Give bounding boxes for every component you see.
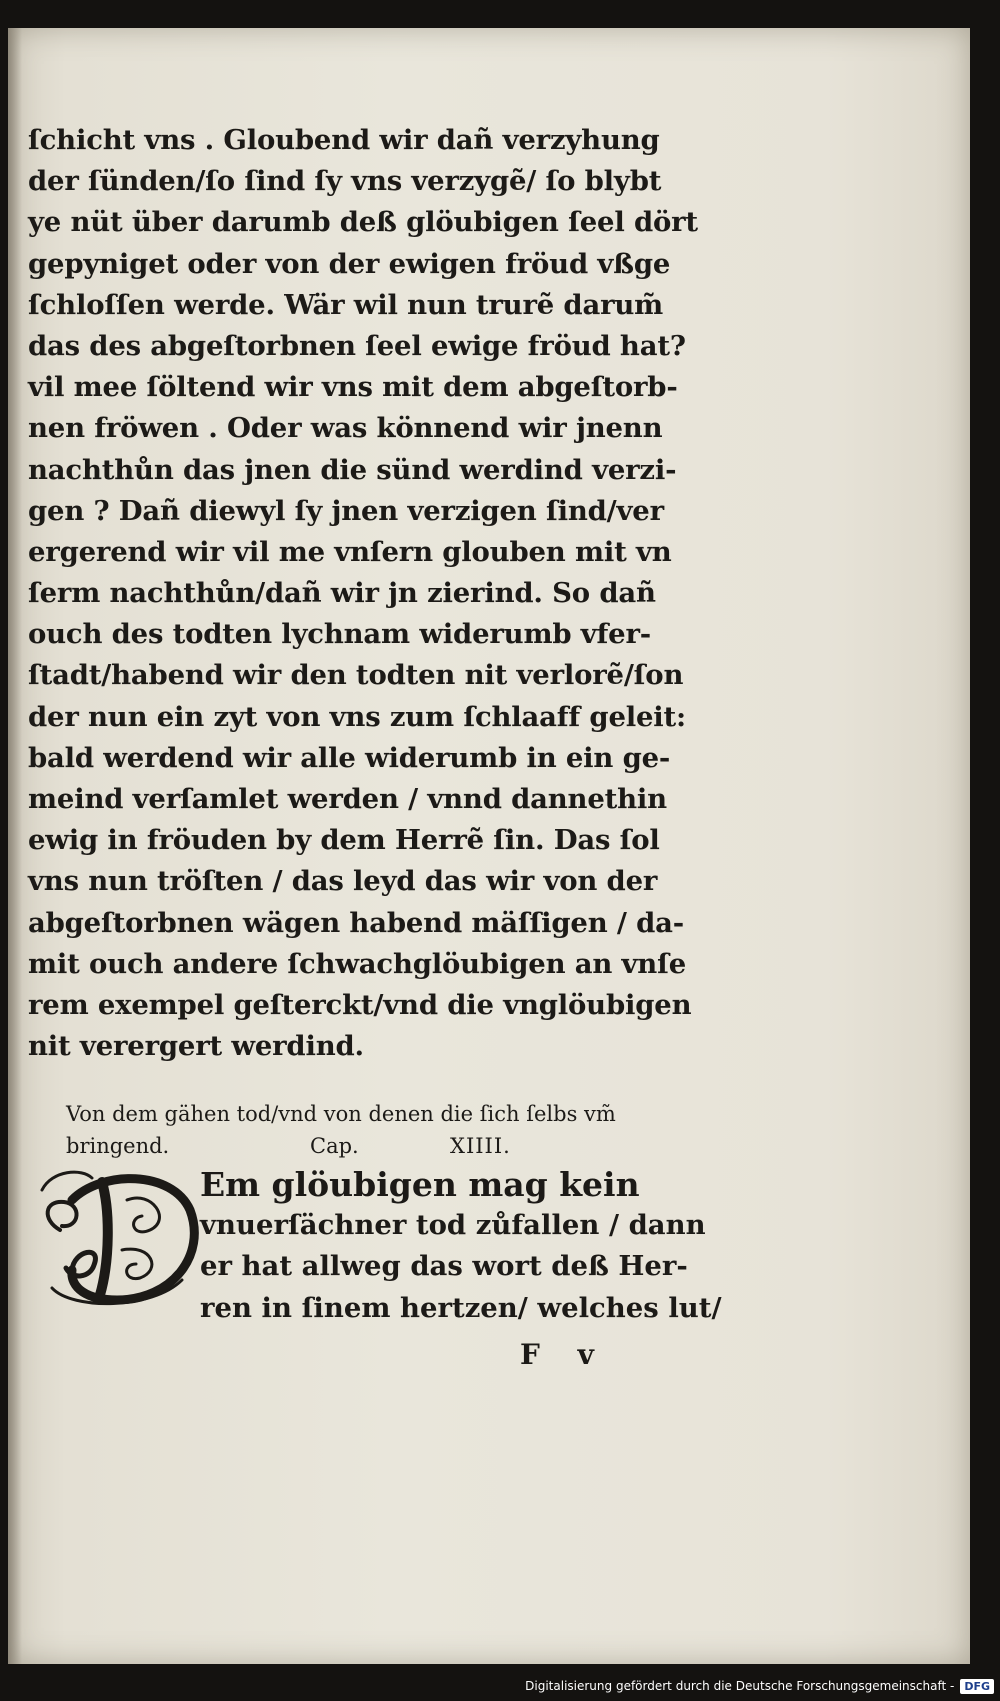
chapter-text-line: ren in ſinem hertzen/ welches lut/ xyxy=(200,1291,722,1324)
text-line: vil mee ſöltend wir vns mit dem abgeſtorb- xyxy=(28,371,678,404)
text-line: ouch des todten lychnam widerumb vfer- xyxy=(28,618,651,651)
chapter-label: Cap. xyxy=(310,1134,359,1158)
text-line: rem exempel geſterckt/vnd die vnglöubigen xyxy=(28,988,692,1021)
text-line: mit ouch andere ſchwachglöubigen an vnſe xyxy=(28,947,687,980)
text-line: ye nüt über darumb deß glöubigen ſeel dört xyxy=(28,206,698,239)
text-line: ſchicht vns . Gloubend wir dañ verzyhung xyxy=(28,124,660,156)
text-line: der ſünden/ſo ſind ſy vns verzygẽ/ ſo blybt xyxy=(28,165,662,198)
page-gutter-shadow xyxy=(8,28,22,1664)
text-line: gepyniget oder von der ewigen fröud vßge xyxy=(28,247,671,280)
text-line: ewig in fröuden by dem Herrẽ ſin. Das ſol xyxy=(28,824,660,857)
signature-mark: F v xyxy=(520,1338,608,1371)
text-line: bald werdend wir alle widerumb in ein ge- xyxy=(28,741,671,774)
text-line: gen ? Dañ diewyl ſy jnen verzigen ſind/ver xyxy=(28,494,664,527)
text-line: ſerm nachthůn/dañ wir jn zierind. So dañ xyxy=(28,577,656,610)
chapter-heading-line: Von dem gähen tod/vnd von denen die ſich ſelbs vm̃ xyxy=(66,1102,616,1126)
chapter-heading xyxy=(66,1098,716,1162)
chapter-heading-row xyxy=(66,1130,716,1162)
text-line: das des abgeſtorbnen ſeel ewige fröud hat? xyxy=(28,329,686,362)
chapter-heading-line: bringend. xyxy=(66,1134,170,1158)
text-line: ergerend wir vil me vnſern glouben mit vn xyxy=(28,535,672,568)
text-line: vns nun tröſten / das leyd das wir von der xyxy=(28,865,658,898)
digitization-footer xyxy=(525,1675,994,1697)
chapter-text-line: er hat allweg das wort deß Her- xyxy=(200,1250,688,1283)
body-text xyxy=(28,120,718,1067)
ornamental-initial-icon xyxy=(32,1160,202,1310)
text-line: nit verergert werdind. xyxy=(28,1030,364,1063)
chapter-body-text xyxy=(200,1164,720,1329)
footer-credit: Digitalisierung gefördert durch die Deutsche Forschungsgemeinschaft - xyxy=(525,1679,955,1693)
text-line: ſchloſſen werde. Wär wil nun trurẽ darum̃ xyxy=(28,288,664,321)
chapter-number: XIIII. xyxy=(450,1134,511,1158)
text-line: nen fröwen . Oder was könnend wir jnenn xyxy=(28,412,663,445)
chapter-text-line: Em glöubigen mag kein xyxy=(200,1165,640,1204)
text-line: ſtadt/habend wir den todten nit verlorẽ/ſon xyxy=(28,659,684,692)
text-line: meind verſamlet werden / vnnd dannethin xyxy=(28,783,667,815)
text-line: nachthůn das jnen die sünd werdind verzi- xyxy=(28,453,677,486)
chapter-text-line: vnuerſächner tod zůfallen / dann xyxy=(200,1209,706,1242)
dfg-logo-icon: DFG xyxy=(960,1679,994,1694)
text-line: der nun ein zyt von vns zum ſchlaaff geleit: xyxy=(28,700,686,733)
decorated-initial xyxy=(32,1160,202,1310)
text-line: abgeſtorbnen wägen habend mäſſigen / da- xyxy=(28,906,684,939)
